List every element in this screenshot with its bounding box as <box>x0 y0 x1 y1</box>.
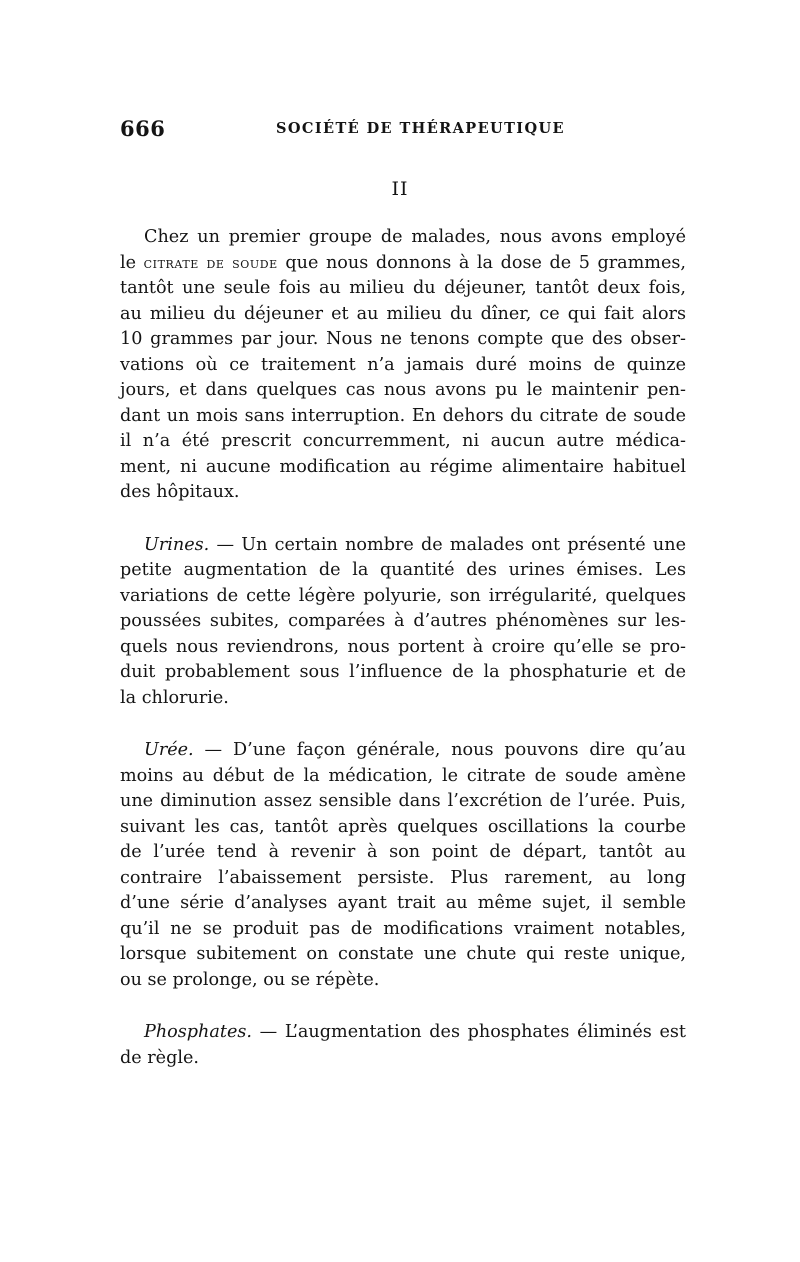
body-text <box>120 225 686 1071</box>
text-line: ou se prolonge, ou se répète. <box>120 969 380 990</box>
text-line: Urée. — D’une façon générale, nous pouvons dire qu’au <box>144 740 686 760</box>
text-line: ment, ni aucune modification au régime alimentaire habituel <box>120 456 686 477</box>
page-header <box>120 116 686 144</box>
running-title: SOCIÉTÉ DE THÉRAPEUTIQUE <box>276 120 565 137</box>
text-line: jours, et dans quelques cas nous avons pu le maintenir pen- <box>120 380 686 400</box>
text-line: Urines. — Un certain nombre de malades ont présenté une <box>144 534 686 555</box>
text-line: la chlorurie. <box>120 687 229 708</box>
text-line: quels nous reviendrons, nous portent à croire qu’elle se pro- <box>120 636 686 657</box>
text-line: duit probablement sous l’influence de la phosphaturie et de <box>120 662 686 682</box>
smallcaps-term: de <box>206 253 225 272</box>
text-line: des hôpitaux. <box>120 482 240 502</box>
paragraph-lead: Urines. <box>144 534 210 555</box>
text-line: suivant les cas, tantôt après quelques oscillations la courbe <box>120 816 686 837</box>
text-line: tantôt une seule fois au milieu du déjeuner, tantôt deux fois, <box>120 278 686 298</box>
text-line: de règle. <box>120 1047 199 1068</box>
text-line: vations où ce traitement n’a jamais duré moins de quinze <box>120 354 686 375</box>
text-line: qu’il ne se produit pas de modifications vraiment notables, <box>120 918 686 939</box>
text-line: de l’urée tend à revenir à son point de départ, tantôt au <box>120 842 686 862</box>
smallcaps-term: citrate <box>143 253 199 272</box>
text-line: une diminution assez sensible dans l’excrétion de l’urée. Puis, <box>120 791 686 811</box>
text-line: moins au début de la médication, le citrate de soude amène <box>120 765 686 786</box>
text-line: petite augmentation de la quantité des urines émises. Les <box>120 560 686 580</box>
paragraph-lead: Phosphates. <box>144 1022 252 1042</box>
text-line: lorsque subitement on constate une chute qui reste unique, <box>120 944 686 964</box>
text-line: dant un mois sans interruption. En dehors du citrate de soude <box>120 405 686 426</box>
text-line: 10 grammes par jour. Nous ne tenons compte que des obser- <box>120 329 686 349</box>
paragraph-uree <box>120 738 686 993</box>
text-line: contraire l’abaissement persiste. Plus rarement, au long <box>120 867 686 888</box>
text-line: d’une série d’analyses ayant trait au même sujet, il semble <box>120 893 686 913</box>
text-line: au milieu du déjeuner et au milieu du dîner, ce qui fait alors <box>120 303 686 324</box>
text-line: Chez un premier groupe de malades, nous avons employé <box>144 227 686 247</box>
paragraph-urines <box>120 533 686 712</box>
text-line: il n’a été prescrit concurremment, ni aucun autre médica- <box>120 431 686 451</box>
page-number: 666 <box>120 116 166 141</box>
text-line: Phosphates. — L’augmentation des phosphates éliminés est <box>144 1022 686 1042</box>
section-numeral: II <box>391 178 409 200</box>
paragraph-lead: Urée. <box>144 740 194 760</box>
paragraph-phosphates <box>120 1020 686 1071</box>
text-line: poussées subites, comparées à d’autres phénomènes sur les- <box>120 611 686 631</box>
text-line: le citrate de soude que nous donnons à la dose de 5 grammes, <box>120 252 687 273</box>
smallcaps-term: soude <box>232 253 278 272</box>
text-line: variations de cette légère polyurie, son irrégularité, quelques <box>120 585 686 606</box>
paragraph-citrate <box>120 225 686 506</box>
